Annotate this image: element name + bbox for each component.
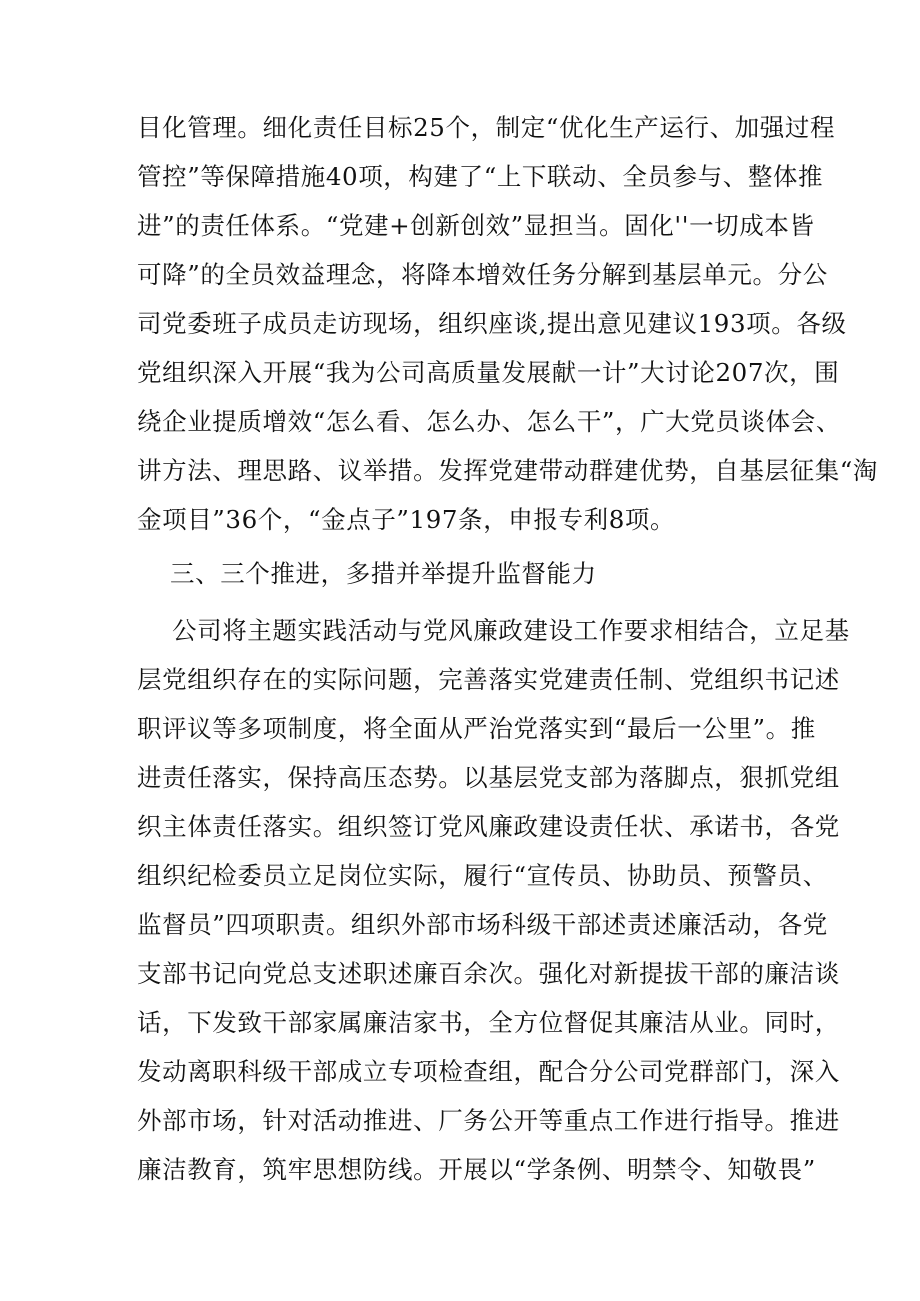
- text-line: 进”的责任体系。“党建+创新创效”显担当。固化''一切成本皆: [137, 211, 815, 240]
- text-line: 司党委班子成员走访现场，组织座谈,提出意见建议193项。各级: [137, 309, 847, 338]
- text-line: 话，下发致干部家属廉洁家书，全方位督促其廉洁从业。同时，: [137, 1008, 840, 1037]
- text-line: 公司将主题实践活动与党风廉政建设工作要求相结合，立足基: [172, 616, 850, 645]
- text-line: 支部书记向党总支述职述廉百余次。强化对新提拔干部的廉洁谈: [137, 959, 840, 988]
- text-line: 层党组织存在的实际问题，完善落实党建责任制、党组织书记述: [137, 665, 840, 694]
- text-line: 廉洁教育，筑牢思想防线。开展以“学条例、明禁令、知敬畏”: [137, 1155, 816, 1184]
- section-heading: 三、三个推进，多措并举提升监督能力: [170, 559, 597, 588]
- text-line: 外部市场，针对活动推进、厂务公开等重点工作进行指导。推进: [137, 1106, 840, 1135]
- text-line: 绕企业提质增效“怎么看、怎么办、怎么干”，广大党员谈体会、: [137, 407, 841, 436]
- text-line: 监督员”四项职责。组织外部市场科级干部述责述廉活动，各党: [137, 910, 828, 939]
- text-line: 组织纪检委员立足岗位实际，履行“宣传员、协助员、预警员、: [137, 861, 828, 890]
- text-line: 发动离职科级干部成立专项检查组，配合分公司党群部门，深入: [137, 1057, 840, 1086]
- text-line: 目化管理。细化责任目标25个，制定“优化生产运行、加强过程: [137, 113, 836, 142]
- text-line: 职评议等多项制度，将全面从严治党落实到“最后一公里”。推: [137, 714, 816, 743]
- text-line: 讲方法、理思路、议举措。发挥党建带动群建优势，自基层征集“淘: [137, 456, 879, 485]
- text-line: 管控”等保障措施40项，构建了“上下联动、全员参与、整体推: [137, 162, 824, 191]
- text-line: 织主体责任落实。组织签订党风廉政建设责任状、承诺书，各党: [137, 812, 840, 841]
- text-line: 金项目”36个，“金点子”197条，申报专利8项。: [137, 505, 676, 534]
- text-line: 党组织深入开展“我为公司高质量发展献一计”大讨论207次，围: [137, 358, 840, 387]
- text-line: 可降”的全员效益理念，将降本增效任务分解到基层单元。分公: [137, 260, 828, 289]
- text-line: 进责任落实，保持高压态势。以基层党支部为落脚点，狠抓党组: [137, 763, 840, 792]
